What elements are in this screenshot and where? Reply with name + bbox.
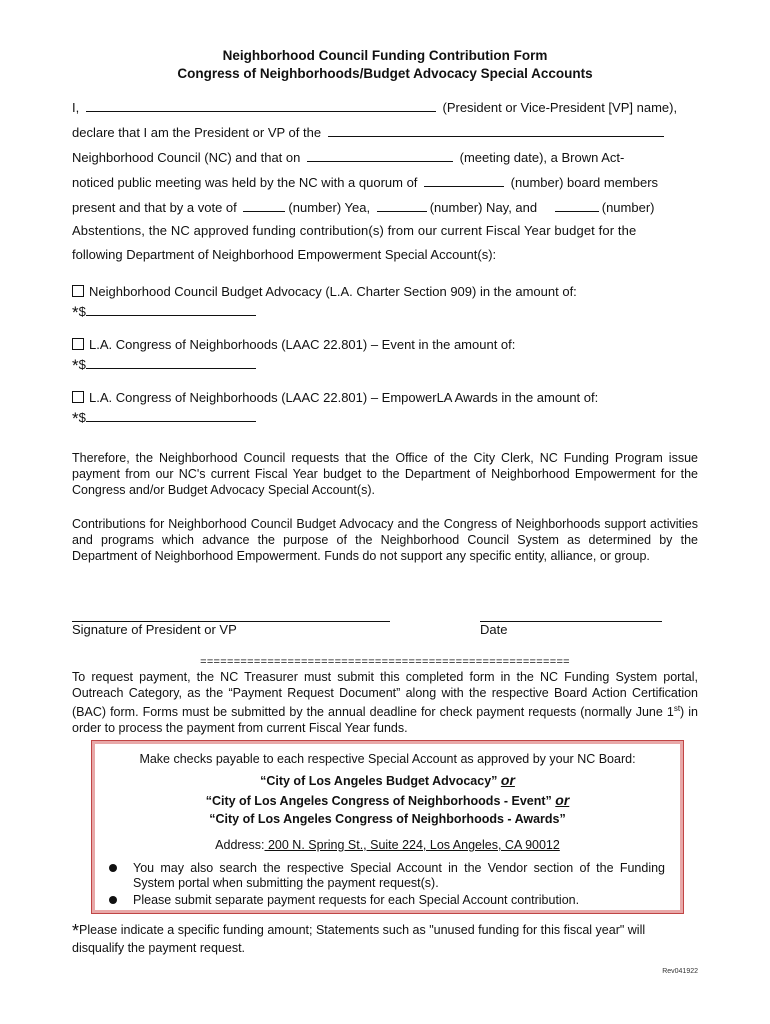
yea-count-field[interactable] bbox=[243, 199, 285, 212]
president-name-field[interactable] bbox=[86, 99, 436, 112]
empowerla-awards-amount: *$ bbox=[72, 409, 256, 429]
empowerla-awards-checkbox[interactable] bbox=[72, 391, 84, 403]
mailing-address: Address: 200 N. Spring St., Suite 224, Los Angeles, CA 90012 bbox=[215, 838, 560, 852]
payee-congress-awards: “City of Los Angeles Congress of Neighborhoods - Awards” bbox=[209, 812, 566, 826]
bullet-icon bbox=[109, 864, 117, 872]
amount-footnote: *Please indicate a specific funding amount; Statements such as "unused funding for this fiscal year" will disqualify the payment request. bbox=[72, 921, 646, 955]
payee-congress-event: “City of Los Angeles Congress of Neighborhoods - Event” or bbox=[205, 792, 570, 808]
therefore-paragraph: Therefore, the Neighborhood Council requests that the Office of the City Clerk, NC Funding Program issue payment from our NC's current Fiscal Year budget to the Department of Neighborhood Empowerment for the Congress and/or Budget Advocacy Special Account(s). bbox=[72, 451, 698, 497]
budget-advocacy-amount-field[interactable] bbox=[86, 303, 256, 316]
form-title: Neighborhood Council Funding Contribution Form bbox=[222, 48, 548, 63]
congress-event-checkbox[interactable] bbox=[72, 338, 84, 350]
budget-advocacy-checkbox[interactable] bbox=[72, 285, 84, 297]
request-paragraph: To request payment, the NC Treasurer must submit this completed form in the NC Funding System portal, Outreach Category, as the “Payment Request Document” along with the respective Board Action Certification (BAC) form. Forms must be submitted by the annual deadline for check payment requests (normally June 1st) in order to process the payment from current Fiscal Year funds. bbox=[72, 670, 698, 736]
payee-budget-advocacy: “City of Los Angeles Budget Advocacy” or bbox=[260, 772, 515, 788]
payment-instructions-box bbox=[92, 741, 683, 913]
signature-label: Signature of President or VP bbox=[72, 622, 237, 637]
declaration-line-2: declare that I am the President or VP of the bbox=[72, 124, 667, 140]
nay-count-field[interactable] bbox=[377, 199, 427, 212]
option-empowerla-awards: L.A. Congress of Neighborhoods (LAAC 22.801) – EmpowerLA Awards in the amount of: bbox=[72, 390, 598, 405]
contributions-paragraph: Contributions for Neighborhood Council Budget Advocacy and the Congress of Neighborhoods support activities and programs which advance the purpose of the Neighborhood Council System as determined by the Department of Neighborhood Empowerment. Funds do not support any specific entity, alliance, or group. bbox=[72, 517, 698, 563]
section-separator: ======================================================= bbox=[200, 656, 570, 668]
declaration-line-5: present and that by a vote of (number) Yea, (number) Nay, and (number) bbox=[72, 200, 655, 215]
council-name-field[interactable] bbox=[328, 124, 664, 137]
declaration-line-4: noticed public meeting was held by the NC with a quorum of (number) board members bbox=[72, 175, 659, 190]
declaration-line-3: Neighborhood Council (NC) and that on (meeting date), a Brown Act- bbox=[72, 150, 625, 165]
abstention-count-field[interactable] bbox=[555, 199, 599, 212]
revision-code: Rev041922 bbox=[662, 968, 698, 975]
date-label: Date bbox=[480, 622, 508, 637]
congress-event-amount: *$ bbox=[72, 356, 256, 376]
form-subtitle: Congress of Neighborhoods/Budget Advocacy Special Accounts bbox=[177, 66, 593, 81]
declaration-line-7: following Department of Neighborhood Empowerment Special Account(s): bbox=[72, 247, 497, 262]
bullet-icon bbox=[109, 896, 117, 904]
bullet-separate-requests: Please submit separate payment requests for each Special Account contribution. bbox=[109, 893, 665, 908]
declaration-line-1: I, (President or Vice-President [VP] name), bbox=[72, 100, 678, 115]
checks-payable-line: Make checks payable to each respective Special Account as approved by your NC Board: bbox=[139, 752, 636, 766]
declaration-line-6: Abstentions, the NC approved funding contribution(s) from our current Fiscal Year budget for the bbox=[72, 223, 637, 238]
quorum-number-field[interactable] bbox=[424, 174, 504, 187]
option-budget-advocacy: Neighborhood Council Budget Advocacy (L.A. Charter Section 909) in the amount of: bbox=[72, 284, 577, 299]
bullet-vendor-search: You may also search the respective Special Account in the Vendor section of the Funding System portal when submitting the payment request(s). bbox=[109, 861, 665, 891]
option-congress-event: L.A. Congress of Neighborhoods (LAAC 22.801) – Event in the amount of: bbox=[72, 337, 515, 352]
congress-event-amount-field[interactable] bbox=[86, 356, 256, 369]
budget-advocacy-amount: *$ bbox=[72, 303, 256, 323]
meeting-date-field[interactable] bbox=[307, 149, 453, 162]
empowerla-awards-amount-field[interactable] bbox=[86, 409, 256, 422]
